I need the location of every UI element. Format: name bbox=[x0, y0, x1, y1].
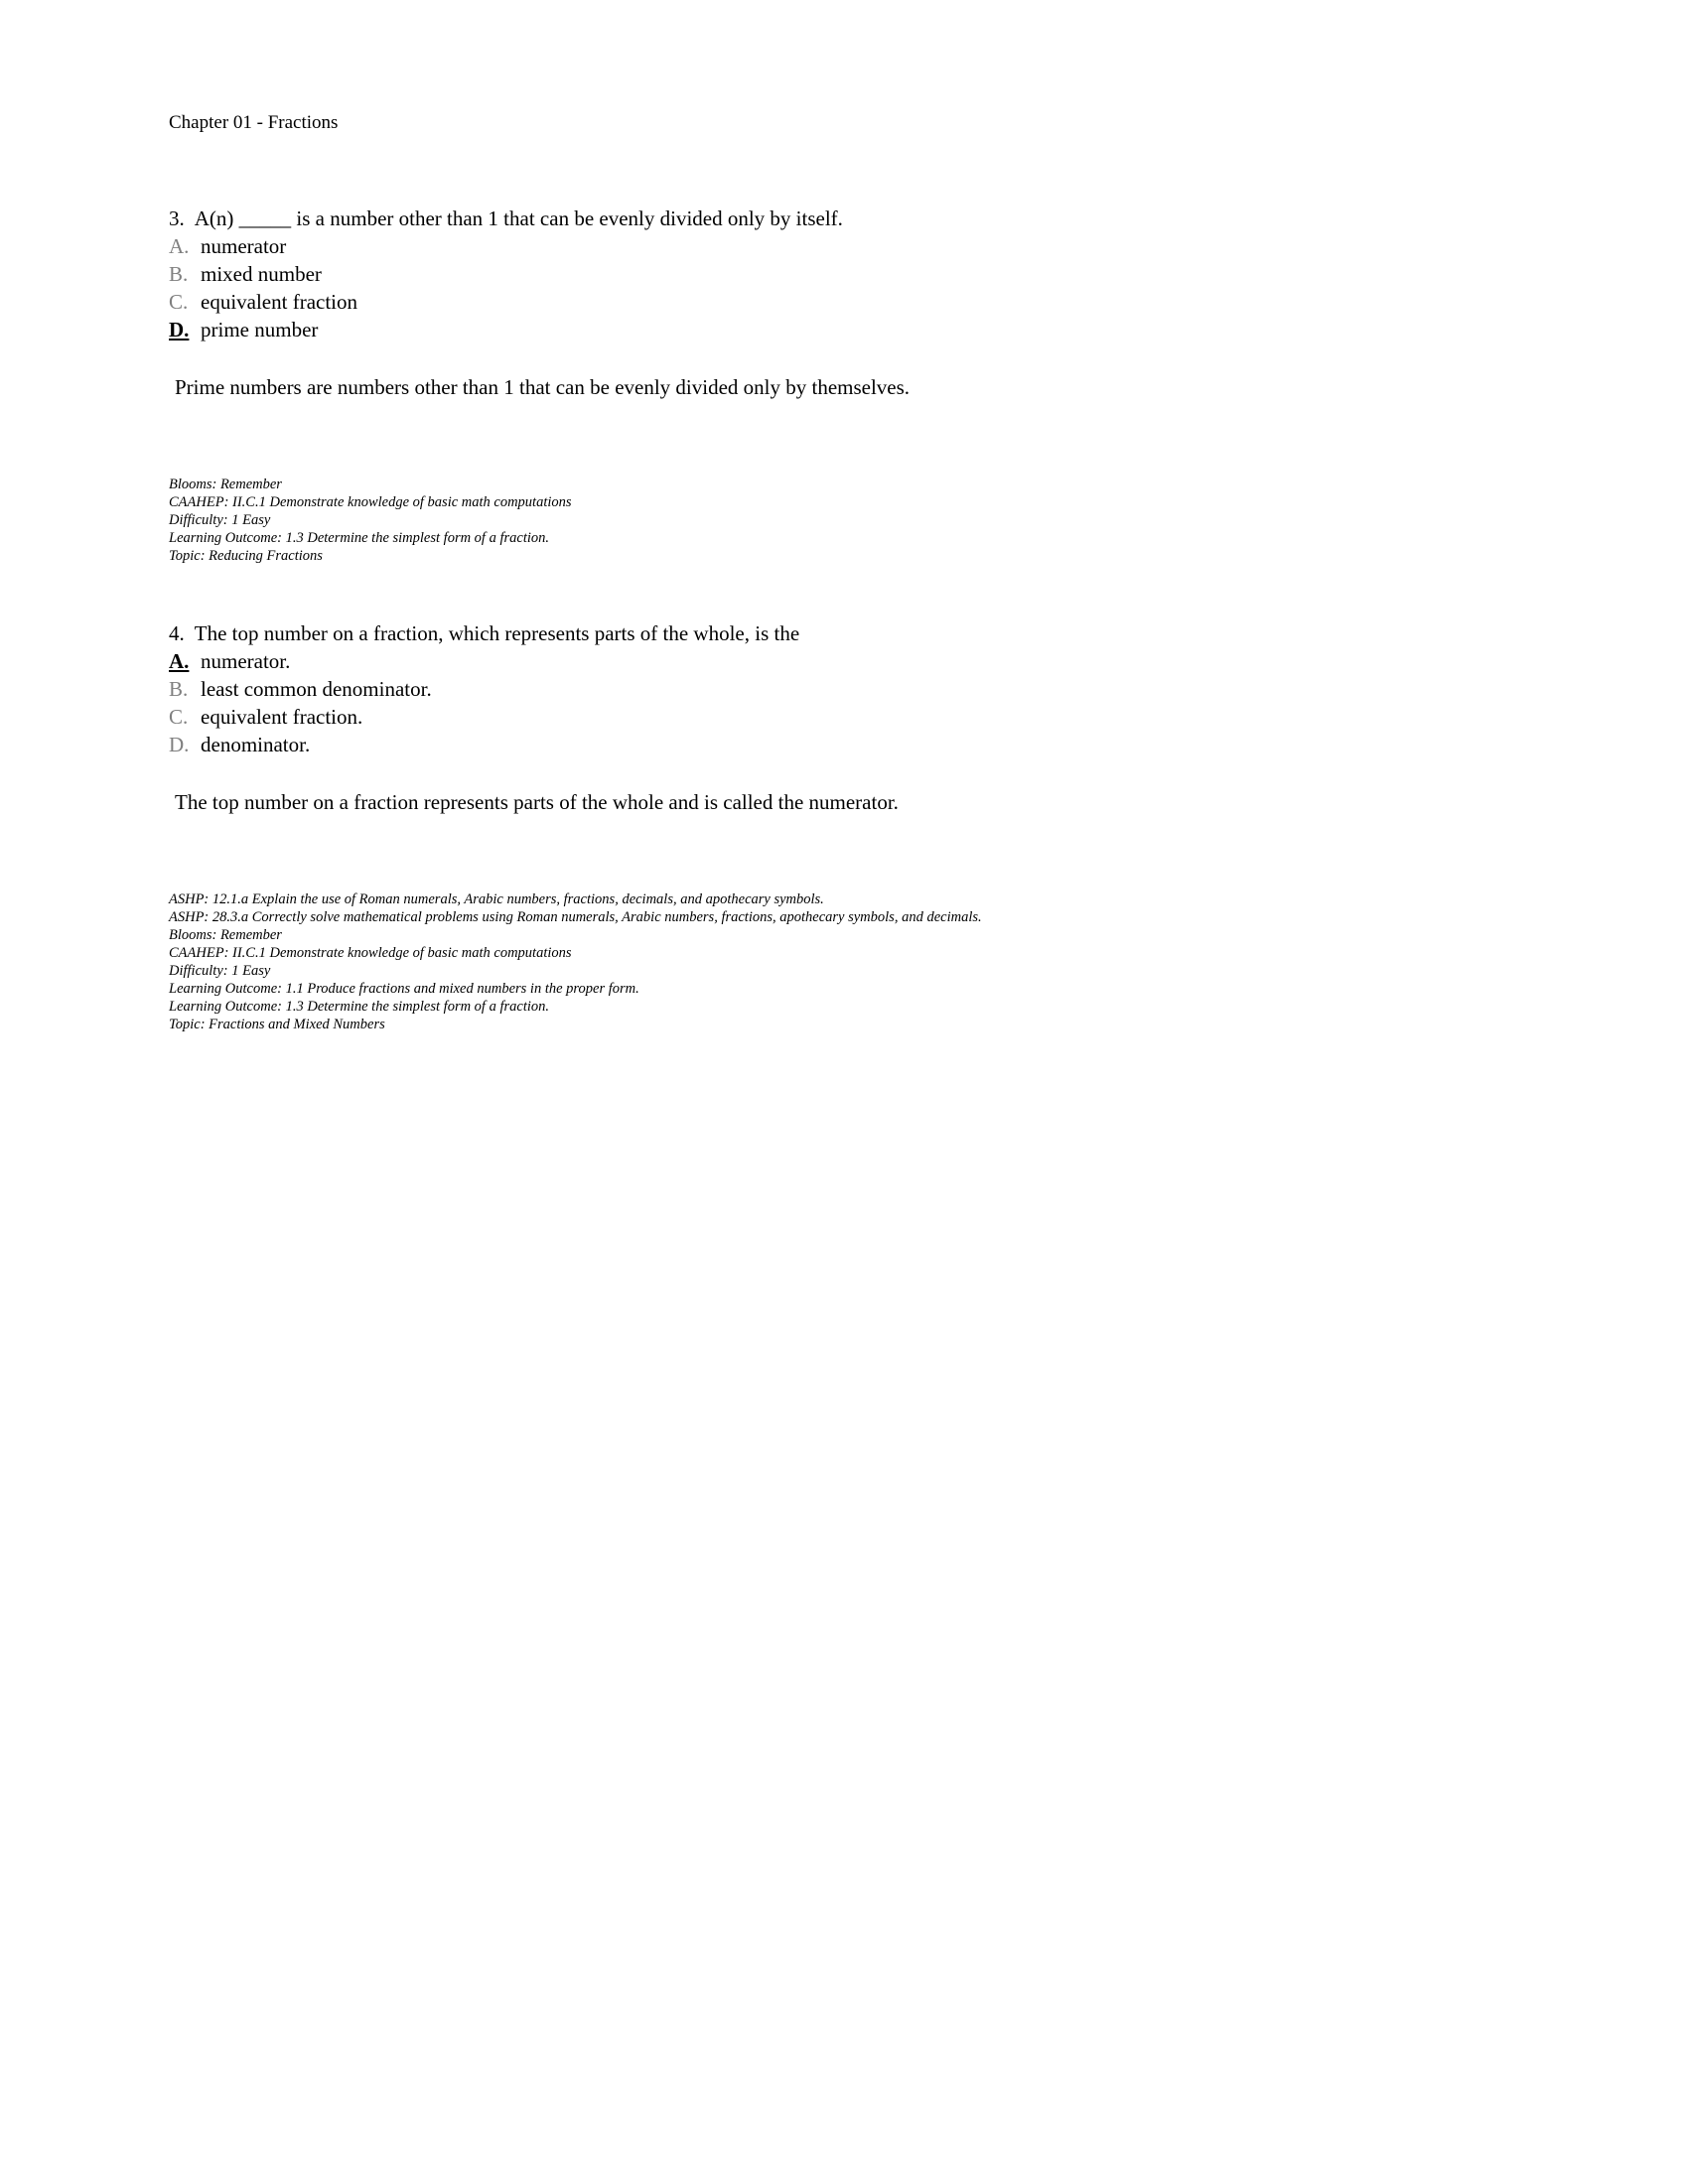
meta-learning-outcome-1: Learning Outcome: 1.1 Produce fractions and mixed numbers in the proper form. bbox=[169, 981, 639, 997]
option-text: prime number bbox=[201, 318, 319, 341]
answer-option bbox=[169, 288, 1559, 316]
meta-blooms: Blooms: Remember bbox=[169, 927, 282, 943]
option-letter: C. bbox=[169, 290, 189, 314]
answer-feedback: Prime numbers are numbers other than 1 that can be evenly divided only by themselves. bbox=[175, 375, 911, 399]
question-stem bbox=[169, 619, 1559, 647]
answer-option bbox=[169, 731, 1559, 758]
answer-option bbox=[169, 232, 1559, 260]
option-letter: B. bbox=[169, 677, 189, 701]
question-text: A(n) _____ is a number other than 1 that can be evenly divided only by itself. bbox=[194, 206, 843, 230]
meta-blooms: Blooms: Remember bbox=[169, 477, 282, 492]
option-text: equivalent fraction. bbox=[201, 705, 363, 729]
option-text: numerator. bbox=[201, 649, 291, 673]
option-letter: A. bbox=[169, 649, 190, 673]
option-letter: C. bbox=[169, 705, 189, 729]
chapter-header: Chapter 01 - Fractions bbox=[169, 112, 339, 133]
page-content bbox=[169, 111, 1559, 1033]
option-text: numerator bbox=[201, 234, 287, 258]
question-number: 3. bbox=[169, 206, 185, 230]
option-letter: B. bbox=[169, 262, 189, 286]
option-text: equivalent fraction bbox=[201, 290, 358, 314]
meta-ashp-1: ASHP: 12.1.a Explain the use of Roman numerals, Arabic numbers, fractions, decimals, and apothecary symbols. bbox=[169, 891, 824, 907]
option-letter: D. bbox=[169, 318, 190, 341]
answer-option bbox=[169, 675, 1559, 703]
question-text: The top number on a fraction, which represents parts of the whole, is the bbox=[194, 621, 800, 645]
meta-difficulty: Difficulty: 1 Easy bbox=[169, 963, 271, 979]
question-metadata bbox=[169, 476, 1559, 565]
option-text: denominator. bbox=[201, 733, 311, 756]
answer-option bbox=[169, 703, 1559, 731]
answer-option bbox=[169, 647, 1559, 675]
answer-option bbox=[169, 316, 1559, 343]
option-letter: D. bbox=[169, 733, 190, 756]
question-4 bbox=[169, 619, 1559, 1033]
meta-difficulty: Difficulty: 1 Easy bbox=[169, 512, 271, 528]
question-stem bbox=[169, 205, 1559, 232]
option-text: mixed number bbox=[201, 262, 322, 286]
meta-caahep: CAAHEP: II.C.1 Demonstrate knowledge of basic math computations bbox=[169, 494, 572, 510]
meta-caahep: CAAHEP: II.C.1 Demonstrate knowledge of basic math computations bbox=[169, 945, 572, 961]
question-metadata bbox=[169, 890, 1559, 1033]
meta-learning-outcome-2: Learning Outcome: 1.3 Determine the simplest form of a fraction. bbox=[169, 999, 549, 1015]
option-letter: A. bbox=[169, 234, 190, 258]
meta-ashp-2: ASHP: 28.3.a Correctly solve mathematical problems using Roman numerals, Arabic numbers, fractions, apothecary symbols, and decimals. bbox=[169, 909, 982, 925]
answer-option bbox=[169, 260, 1559, 288]
answer-feedback: The top number on a fraction represents parts of the whole and is called the numerator. bbox=[175, 790, 899, 814]
question-3 bbox=[169, 205, 1559, 565]
option-text: least common denominator. bbox=[201, 677, 432, 701]
meta-learning-outcome: Learning Outcome: 1.3 Determine the simplest form of a fraction. bbox=[169, 530, 549, 546]
question-number: 4. bbox=[169, 621, 185, 645]
meta-topic: Topic: Fractions and Mixed Numbers bbox=[169, 1017, 385, 1032]
meta-topic: Topic: Reducing Fractions bbox=[169, 548, 323, 564]
